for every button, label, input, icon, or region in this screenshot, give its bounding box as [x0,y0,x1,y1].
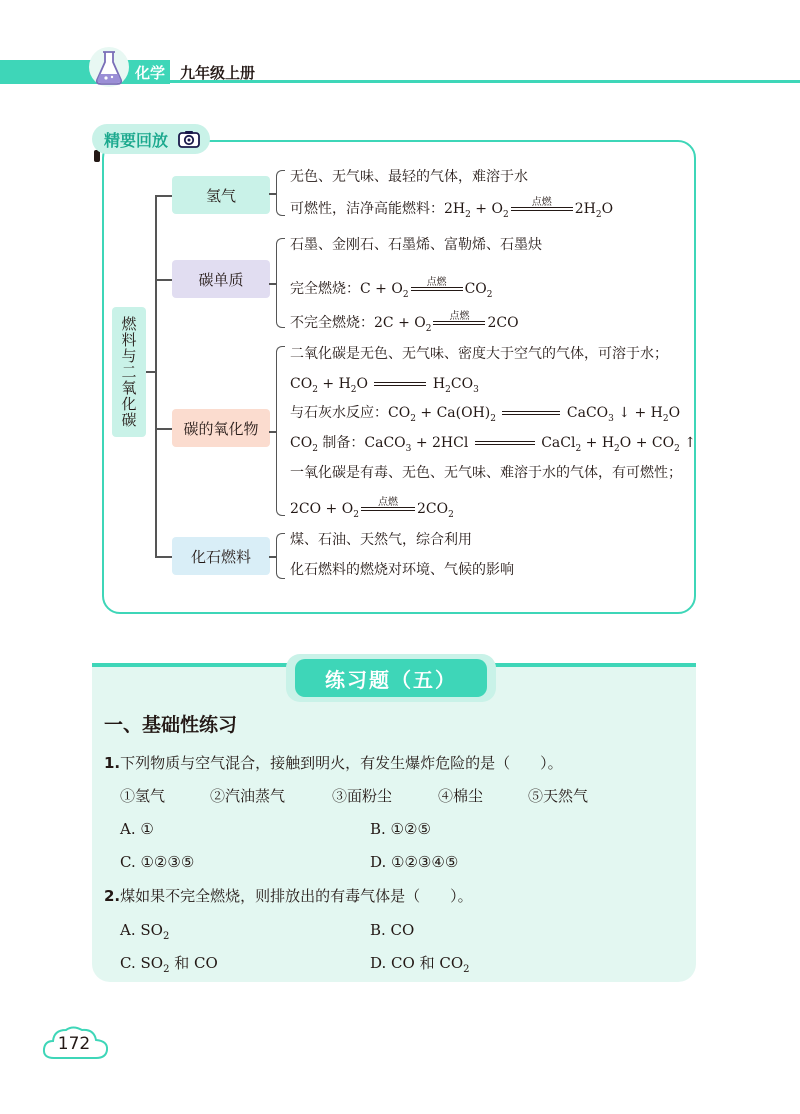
subject-label: 化学 [135,64,166,82]
node-label: 碳的氧化物 [183,419,259,438]
section-heading: 一、基础性练习 [104,714,238,736]
flask-icon [88,46,130,88]
tree-branch [155,279,172,281]
carbon-line-1: 石墨、金刚石、石墨烯、富勒烯、石墨炔 [290,237,542,253]
brace [276,346,285,516]
carbon-line-2: 完全燃烧：$C + O_2$ 点燃 $CO_2$ [290,280,493,304]
condition-label: 点燃 [531,197,552,208]
carbon-line-3: 不完全燃烧：$2C + O_2$ 点燃 2CO [290,314,519,338]
option-c[interactable]: C. ①②③⑤ [120,853,195,871]
camera-icon [178,130,200,148]
tree-branch [155,556,172,558]
oxide-line-5: 一氧化碳是有毒、无色、无气味、难溶于水的气体，有可燃性； [290,465,682,481]
mindmap-root [112,307,146,437]
tree-trunk [155,195,157,557]
brace [276,533,285,579]
oxide-line-2: $CO_2 + H_2O$ $H_2CO_3$ [290,376,479,395]
tree-branch [155,195,172,197]
option-d[interactable]: D. CO 和 $CO_2$ [370,954,470,975]
condition-label: 点燃 [377,497,398,508]
node-fossil-fuels [172,537,270,575]
question-number: 1. [104,754,121,772]
question-1-item: ①氢气 [120,787,166,805]
hydrogen-line-1: 无色、无气味、最轻的气体，难溶于水 [290,169,528,185]
oxide-line-6: $2CO + O_2$ 点燃 $2CO_2$ [290,500,454,524]
node-carbon [172,260,270,298]
grade-label: 九年级上册 [180,64,256,82]
question-stem: 煤如果不完全燃烧，则排放出的有毒气体是（ ）。 [120,887,473,905]
question-1-item: ⑤天然气 [528,787,589,805]
oxide-line-4: $CO_2$ 制备：CaCO$_3$ + 2HCl CaCl$_2$ + $H_2O + CO_2$ ↑ [290,435,697,454]
node-hydrogen [172,176,270,214]
node-label: 碳单质 [198,270,244,289]
review-title: 精要回放 [104,130,169,150]
question-number: 2. [104,887,121,905]
brace [276,170,285,216]
hydrogen-line-2: 可燃性，洁净高能燃料：$2H_2 + O_2$ 点燃 $2H_2O$ [290,200,613,224]
question-1-item: ③面粉尘 [332,787,393,805]
fossil-line-1: 煤、石油、天然气，综合利用 [290,532,472,548]
option-c[interactable]: C. $SO_2$ 和 CO [120,954,218,975]
page-number: 172 [57,1034,91,1054]
review-tab [92,124,210,154]
condition-label: 点燃 [449,311,470,322]
mindmap-root-label: 燃料与二氧化碳 [119,316,138,428]
question-1-item: ②汽油蒸气 [210,787,286,805]
node-label: 氢气 [205,186,236,205]
oxide-line-3: 与石灰水反应：$CO_2 + Ca(OH)_2$ CaCO$_3$ ↓ + $H_2O$ [290,405,681,424]
brace [276,238,285,328]
header-rule [170,80,800,83]
tree-branch [155,428,172,430]
option-d[interactable]: D. ①②③④⑤ [370,853,459,871]
node-label: 化石燃料 [190,547,251,566]
condition-label: 点燃 [426,277,447,288]
question-stem: 下列物质与空气混合，接触到明火，有发生爆炸危险的是（ ）。 [120,754,563,772]
exercise-title: 练习题（五） [295,659,487,697]
option-a[interactable]: A. ① [120,820,154,838]
oxide-line-1: 二氧化碳是无色、无气味、密度大于空气的气体，可溶于水； [290,346,668,362]
question-1-item: ④棉尘 [438,787,484,805]
node-carbon-oxides [172,409,270,447]
option-a[interactable]: A. $SO_2$ [120,921,170,942]
question-1 [104,753,563,773]
question-2 [104,886,473,906]
fossil-line-2: 化石燃料的燃烧对环境、气候的影响 [290,562,514,578]
option-b[interactable]: B. CO [370,921,415,939]
option-b[interactable]: B. ①②⑤ [370,820,431,838]
